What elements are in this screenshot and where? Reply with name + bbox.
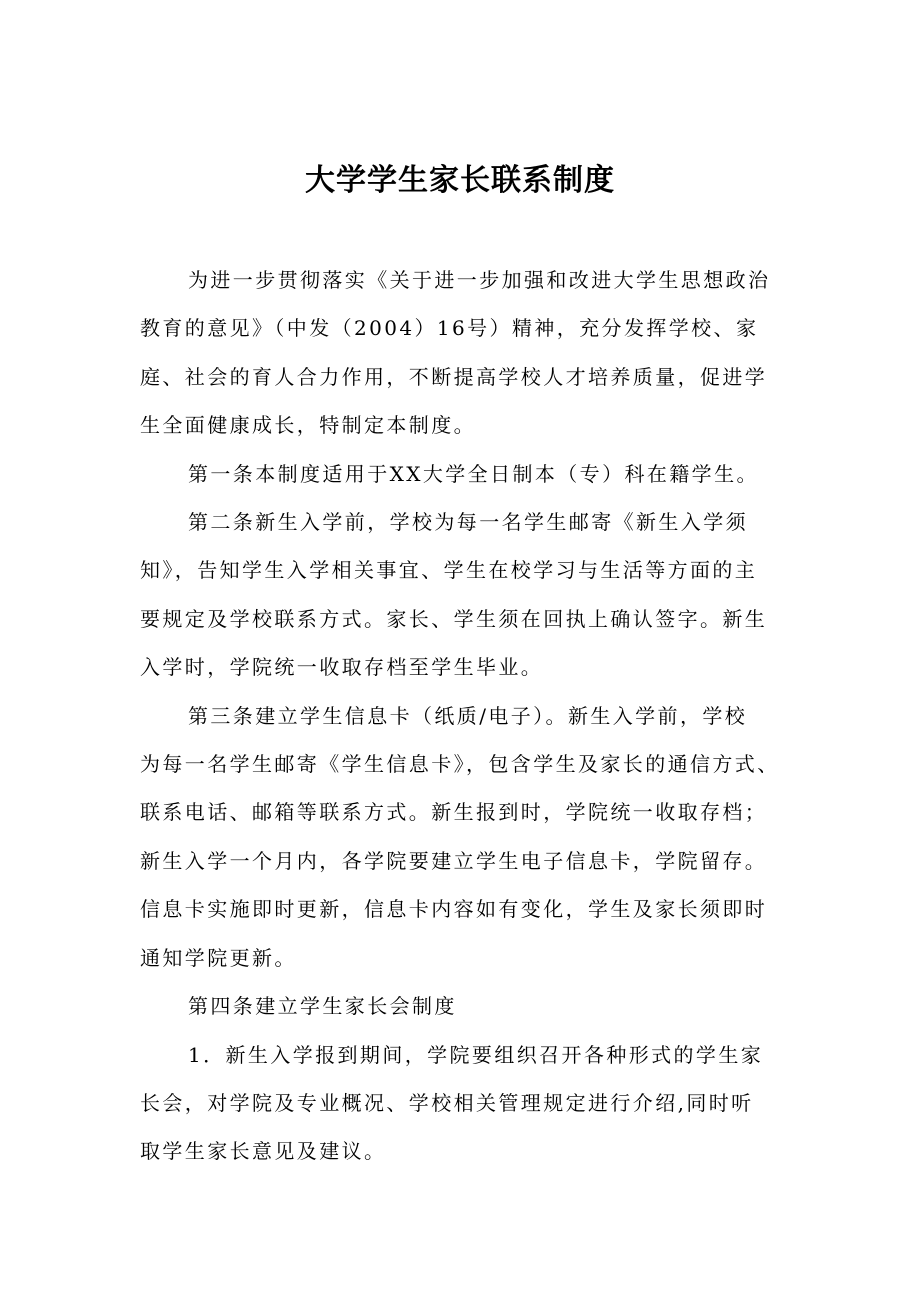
paragraph-article-3: [140, 692, 800, 982]
text-line: 第二条新生入学前，学校为每一名学生邮寄《新生入学须: [188, 510, 748, 535]
text-line: 1．新生入学报到期间，学院要组织召开各种形式的学生家: [188, 1042, 764, 1067]
text-line: 为进一步贯彻落实《关于进一步加强和改进大学生思想政治: [188, 268, 771, 292]
text-line: 入学时，学院统一收取存档至学生毕业。: [140, 655, 544, 680]
text-line: 生全面健康成长，特制定本制度。: [140, 413, 476, 438]
paragraph-preamble: [140, 256, 800, 450]
text-line: 为每一名学生邮寄《学生信息卡》，包含学生及家长的通信方式、: [140, 752, 780, 777]
paragraph-article-1: [140, 450, 800, 498]
paragraph-article-2: [140, 498, 800, 692]
text-line: 要规定及学校联系方式。家长、学生须在回执上确认签字。新生: [140, 606, 768, 631]
text-line: 教育的意见》（中发（2004）16号）精神，充分发挥学校、家: [140, 316, 759, 341]
text-line: 通知学院更新。: [140, 945, 297, 970]
text-line: 第三条建立学生信息卡（纸质/电子）。新生入学前，学校: [188, 703, 748, 728]
document-title: 大学学生家长联系制度: [305, 163, 615, 198]
paragraph-article-4-item-1: [140, 1031, 800, 1176]
text-line: 庭、社会的育人合力作用，不断提高学校人才培养质量，促进学: [140, 364, 768, 389]
text-line: 新生入学一个月内，各学院要建立学生电子信息卡，学院留存。: [140, 848, 768, 873]
text-line: 信息卡实施即时更新，信息卡内容如有变化，学生及家长须即时: [140, 897, 768, 922]
paragraph-article-4-heading: [140, 982, 800, 1030]
document-body: [140, 256, 800, 1176]
text-line: 第四条建立学生家长会制度: [188, 994, 457, 1019]
text-line: 知》，告知学生入学相关事宜、学生在校学习与生活等方面的主: [140, 558, 758, 583]
text-line: 第一条本制度适用于XX大学全日制本（专）科在籍学生。: [188, 461, 759, 486]
text-line: 联系电话、邮箱等联系方式。新生报到时，学院统一收取存档；: [140, 800, 768, 825]
text-line: 长会，对学院及专业概况、学校相关管理规定进行介绍,同时听: [140, 1090, 754, 1115]
text-line: 取学生家长意见及建议。: [140, 1139, 387, 1164]
